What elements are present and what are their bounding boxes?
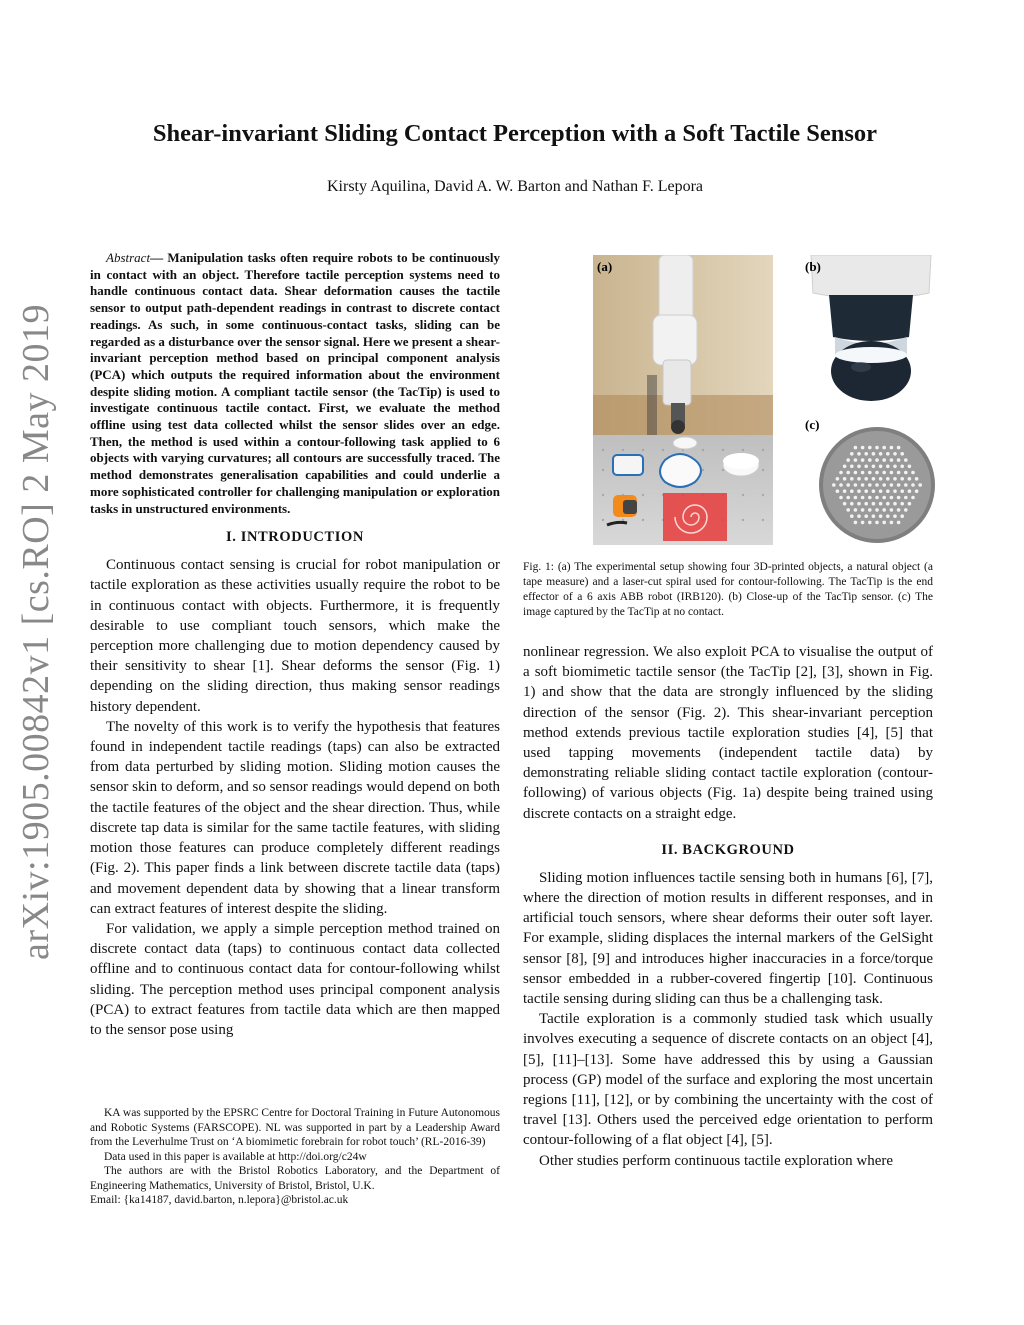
- tactip-pin-marker: [832, 483, 836, 487]
- tactip-pin-marker: [839, 496, 843, 500]
- panel-label-b: (b): [805, 259, 821, 274]
- tactip-pin-marker: [839, 483, 843, 487]
- abstract-label: Abstract: [106, 250, 151, 265]
- figure-panel-c-tactip-image: [801, 413, 941, 548]
- tactip-pin-marker: [890, 446, 894, 450]
- tactip-pin-marker: [882, 471, 886, 475]
- tactip-pin-marker: [857, 489, 861, 493]
- tactip-pin-marker: [882, 496, 886, 500]
- tactip-pin-marker: [900, 502, 904, 506]
- tactip-pin-marker: [850, 465, 854, 469]
- tactip-pin-marker: [893, 465, 897, 469]
- tactip-pin-marker: [879, 514, 883, 518]
- tactip-pin-marker: [854, 521, 858, 525]
- tactip-pin-marker: [900, 452, 904, 456]
- tactip-pin-marker: [908, 502, 912, 506]
- background-paragraph-3: Other studies perform continuous tactile exploration where: [539, 1152, 894, 1169]
- tactip-pin-marker: [897, 458, 901, 462]
- intro-paragraph-3-continued: nonlinear regression. We also exploit PCA to visualise the output of a soft biomimetic tactile sensor (the TacTip [2], [3], shown in Fig. 1) and show that the data are strongly influenced by the sliding direction of the sensor (Fig. 2). This shear-invariant perception method extends previous tactile exploration studies [4], [5] that used tapping movements (independent tactile data) by demonstrating reliable sliding contact tactile exploration (contour-following) of various objects (Fig. 1a) despite being trained using discrete contacts on a straight edge.: [523, 644, 933, 822]
- tactip-pin-marker: [854, 483, 858, 487]
- tactip-pin-marker: [872, 502, 876, 506]
- right-column: [523, 255, 933, 1171]
- tactip-pin-marker: [911, 496, 915, 500]
- section-heading-introduction: I. INTRODUCTION: [226, 529, 364, 546]
- tactip-pin-marker: [857, 514, 861, 518]
- tactip-pin-marker: [900, 514, 904, 518]
- tactip-pin-marker: [857, 452, 861, 456]
- tactip-pin-marker: [875, 471, 879, 475]
- tactip-pin-marker: [897, 496, 901, 500]
- tactip-pin-marker: [872, 514, 876, 518]
- tactip-pin-marker: [864, 452, 868, 456]
- tactip-pin-marker: [864, 514, 868, 518]
- tactip-pin-marker: [846, 458, 850, 462]
- footnote-data-availability: Data used in this paper is available at http://doi.org/c24w: [104, 1150, 367, 1163]
- tactip-pin-marker: [846, 508, 850, 512]
- abstract: [90, 250, 500, 517]
- setup-photo-illustration: [593, 255, 773, 545]
- tactip-pin-marker: [886, 489, 890, 493]
- tactip-pin-marker: [861, 496, 865, 500]
- tactip-pin-marker: [882, 446, 886, 450]
- tactip-pin-marker: [890, 496, 894, 500]
- tactip-pin-marker: [850, 514, 854, 518]
- tactip-pin-marker: [900, 477, 904, 481]
- left-column: [90, 250, 500, 1040]
- tactip-pin-marker: [850, 502, 854, 506]
- tactip-pin-marker: [879, 489, 883, 493]
- tactip-pin-marker: [836, 477, 840, 481]
- tactip-pin-marker: [872, 452, 876, 456]
- abstract-text: — Manipulation tasks often require robots to be continuously in contact with an object. Therefore tactile perception systems need to handle continuous contact data. Shear deformation causes the tactile sensor to output path-dependent readings in contrast to discrete contact readings. As such, in some continuous-contact tasks, sliding can be regarded as a disturbance over the sensor signal. Here we present a shear-invariant perception method based on principal component analysis (PCA) which outputs the required information about the environment despite sliding motion. A compliant tactile sensor (the TacTip) is used to investigate continuous tactile contact. First, we evaluate the method offline using test data collected whilst the sensor slides over an edge. Then, the method is used within a contour-following task applied to 6 objects with varying curvatures; all contours are successfully traced. The method demonstrates generalisation capabilities and could underlie a more sophisticated controller for challenging manipulation or exploration tasks in unstructured environments.: [90, 250, 500, 516]
- tactip-pin-marker: [868, 471, 872, 475]
- tactip-pin-marker: [893, 477, 897, 481]
- tactip-pin-marker: [861, 508, 865, 512]
- tactip-pin-marker: [911, 483, 915, 487]
- intro-paragraph-1: Continuous contact sensing is crucial for robot manipulation or tactile exploration as these activities usually require the robot to be in continuous contact with objects. Furthermore, it is frequently desirable to use compliant touch sensors, which make the perception more challenging due to motion dependency caused by their sensitivity to shear [1]. Shear deforms the sensor (Fig. 1) depending on the sliding direction, thus making sensor readings history dependent.: [90, 557, 500, 715]
- tactip-pin-marker: [904, 458, 908, 462]
- tactip-pin-marker: [886, 514, 890, 518]
- tactip-pin-marker: [897, 521, 901, 525]
- tactip-pin-marker: [861, 458, 865, 462]
- tactip-pin-marker: [904, 471, 908, 475]
- tactip-pin-marker: [839, 471, 843, 475]
- tactip-pin-marker: [882, 458, 886, 462]
- tactip-pin-marker: [904, 483, 908, 487]
- tactip-pin-marker: [915, 477, 919, 481]
- tactip-pin-marker: [886, 502, 890, 506]
- tactip-pin-marker: [846, 471, 850, 475]
- figure-1: [567, 255, 987, 555]
- tactip-pin-marker: [868, 446, 872, 450]
- background-paragraph-1: Sliding motion influences tactile sensing both in humans [6], [7], where the direction of motion results in different responses, and in artificial touch sensors, where shear deforms their outer soft layer. For example, sliding displaces the internal markers of the GelSight sensor [8], [9] and introduces higher inaccuracies in a force/torque sensor embedded in a rubber-covered fingertip [10]. Continuous tactile sensing during sliding can thus be a challenging task.: [523, 869, 933, 1008]
- tactip-pin-marker: [900, 489, 904, 493]
- tactip-pin-marker: [908, 477, 912, 481]
- panel-label-c: (c): [805, 417, 820, 432]
- tactip-pin-marker: [857, 502, 861, 506]
- tactip-pin-marker: [861, 483, 865, 487]
- footnote-email: Email: {ka14187, david.barton, n.lepora}@bristol.ac.uk: [90, 1194, 349, 1206]
- tactip-pin-marker: [850, 489, 854, 493]
- tactip-pin-marker: [854, 458, 858, 462]
- intro-paragraph-2: The novelty of this work is to verify the hypothesis that features found in independent tactile readings (taps) can also be extracted from data perturbed by sliding motion. Sliding motion causes the sensor skin to deform, and so sensor readings would depend on both the tactile features of the object and the shear direction. Thus, while discrete tap data is similar for the same tactile features, with sliding motion those features can produce completely different readings (Fig. 2). This paper finds a link between discrete tactile data (taps) and movement dependent data by showing that a linear transform can extract features of interest despite the sliding.: [90, 718, 500, 917]
- tactip-pin-marker: [879, 502, 883, 506]
- tactip-pin-marker: [879, 452, 883, 456]
- tactip-pin-marker: [861, 471, 865, 475]
- tactip-pin-marker: [897, 483, 901, 487]
- tactip-pin-marker: [893, 489, 897, 493]
- tactip-pin-marker: [857, 477, 861, 481]
- tactip-pin-marker: [854, 508, 858, 512]
- tactip-pin-marker: [850, 477, 854, 481]
- tactip-pin-marker: [861, 521, 865, 525]
- tactip-pin-marker: [893, 502, 897, 506]
- tactip-pin-marker: [846, 483, 850, 487]
- tactip-pin-marker: [886, 465, 890, 469]
- tactip-pin-marker: [897, 446, 901, 450]
- tactip-pin-marker: [875, 446, 879, 450]
- arxiv-identifier: arXiv:1905.00842v1 [cs.RO] 2 May 2019: [15, 304, 57, 960]
- tactip-pin-marker: [864, 477, 868, 481]
- tactip-pin-marker: [904, 508, 908, 512]
- tactip-pin-marker: [886, 452, 890, 456]
- tactip-pin-marker: [868, 508, 872, 512]
- paper-title: Shear-invariant Sliding Contact Perception with a Soft Tactile Sensor: [152, 120, 878, 147]
- tactip-pin-marker: [875, 483, 879, 487]
- tactip-pin-marker: [854, 446, 858, 450]
- figure-1-caption: Fig. 1: (a) The experimental setup showing four 3D-printed objects, a natural object (a tape measure) and a laser-cut spiral used for contour-following. The TacTip is the end effector of a 6 axis ABB robot (IRB120). (b) Close-up of the TacTip sensor. (c) The image captured by the TacTip at no contact.: [523, 561, 933, 618]
- tactip-pin-marker: [893, 514, 897, 518]
- tactip-sensor-illustration: [801, 255, 941, 405]
- tactip-pin-marker: [868, 483, 872, 487]
- tactip-pin-marker: [900, 465, 904, 469]
- tactip-pin-image-illustration: [801, 413, 941, 548]
- tactip-pin-marker: [904, 496, 908, 500]
- author-list: Kirsty Aquilina, David A. W. Barton and Nathan F. Lepora: [327, 178, 703, 195]
- tactip-pin-marker: [882, 508, 886, 512]
- section-heading-background: II. BACKGROUND: [661, 841, 795, 858]
- tactip-pin-marker: [908, 465, 912, 469]
- tactip-pin-marker: [843, 502, 847, 506]
- tactip-pin-marker: [882, 483, 886, 487]
- tactip-pin-marker: [843, 465, 847, 469]
- tactip-pin-marker: [872, 465, 876, 469]
- tactip-pin-marker: [911, 471, 915, 475]
- tactip-pin-marker: [836, 489, 840, 493]
- tactip-pin-marker: [864, 489, 868, 493]
- figure-panel-a-setup-photo: [593, 255, 773, 545]
- tactip-pin-marker: [857, 465, 861, 469]
- footnote-affiliation: The authors are with the Bristol Robotics Laboratory, and the Department of Engineering Mathematics, University of Bristol, Bristol, U.K.: [90, 1165, 500, 1192]
- tactip-pin-marker: [890, 483, 894, 487]
- tactip-pin-marker: [915, 489, 919, 493]
- footnotes: [90, 1106, 500, 1208]
- tactip-pin-marker: [850, 452, 854, 456]
- tactip-pin-marker: [875, 508, 879, 512]
- tactip-pin-marker: [861, 446, 865, 450]
- tactip-pin-marker: [897, 471, 901, 475]
- tactip-pin-marker: [872, 477, 876, 481]
- tactip-pin-marker: [864, 465, 868, 469]
- tactip-pin-marker: [893, 452, 897, 456]
- tactip-pin-marker: [879, 477, 883, 481]
- tactip-pin-marker: [882, 521, 886, 525]
- tactip-pin-marker: [890, 458, 894, 462]
- tactip-pin-marker: [864, 502, 868, 506]
- tactip-pin-marker: [843, 489, 847, 493]
- background-paragraph-2: Tactile exploration is a commonly studied task which usually involves executing a sequence of discrete contacts on an object [4], [5], [11]–[13]. Some have addressed this by using a Gaussian process (GP) model of the surface and exploring the most uncertain regions [11], [12], or by combining the uncertainty with the cost of travel [13]. Others used the perceived edge orientation to perform contour-following of a flat object [4], [5].: [523, 1011, 933, 1149]
- tactip-pin-marker: [843, 477, 847, 481]
- panel-label-a: (a): [597, 259, 613, 274]
- tactip-pin-marker: [890, 508, 894, 512]
- tactip-pin-marker: [890, 521, 894, 525]
- tactip-pin-marker: [854, 471, 858, 475]
- tactip-pin-marker: [879, 465, 883, 469]
- tactip-pin-marker: [875, 458, 879, 462]
- tactip-pin-marker: [908, 489, 912, 493]
- tactip-pin-marker: [875, 496, 879, 500]
- tactip-pin-marker: [918, 483, 922, 487]
- intro-paragraph-3: For validation, we apply a simple perception method trained on discrete contact data (taps) to continuous contact data collected offline and to continuous contact data for contour-following whilst sliding. The perception method uses principal component analysis (PCA) to extract features from tactile data which are then mapped to the sensor pose using: [90, 920, 500, 1038]
- tactip-pin-marker: [854, 496, 858, 500]
- footnote-funding: KA was supported by the EPSRC Centre for Doctoral Training in Future Autonomous and Robotic Systems (FARSCOPE). NL was supported in part by a Leadership Award from the Leverhulme Trust on ‘A biomimetic forebrain for robot touch’ (RL-2016-39): [90, 1107, 500, 1148]
- tactip-pin-marker: [872, 489, 876, 493]
- tactip-pin-marker: [868, 458, 872, 462]
- tactip-pin-marker: [875, 521, 879, 525]
- tactip-pin-marker: [890, 471, 894, 475]
- tactip-pin-marker: [846, 496, 850, 500]
- tactip-pin-marker: [886, 477, 890, 481]
- tactip-pin-marker: [868, 521, 872, 525]
- tactip-pin-marker: [868, 496, 872, 500]
- tactip-pin-marker: [897, 508, 901, 512]
- figure-panel-b-tactip-closeup: [801, 255, 941, 405]
